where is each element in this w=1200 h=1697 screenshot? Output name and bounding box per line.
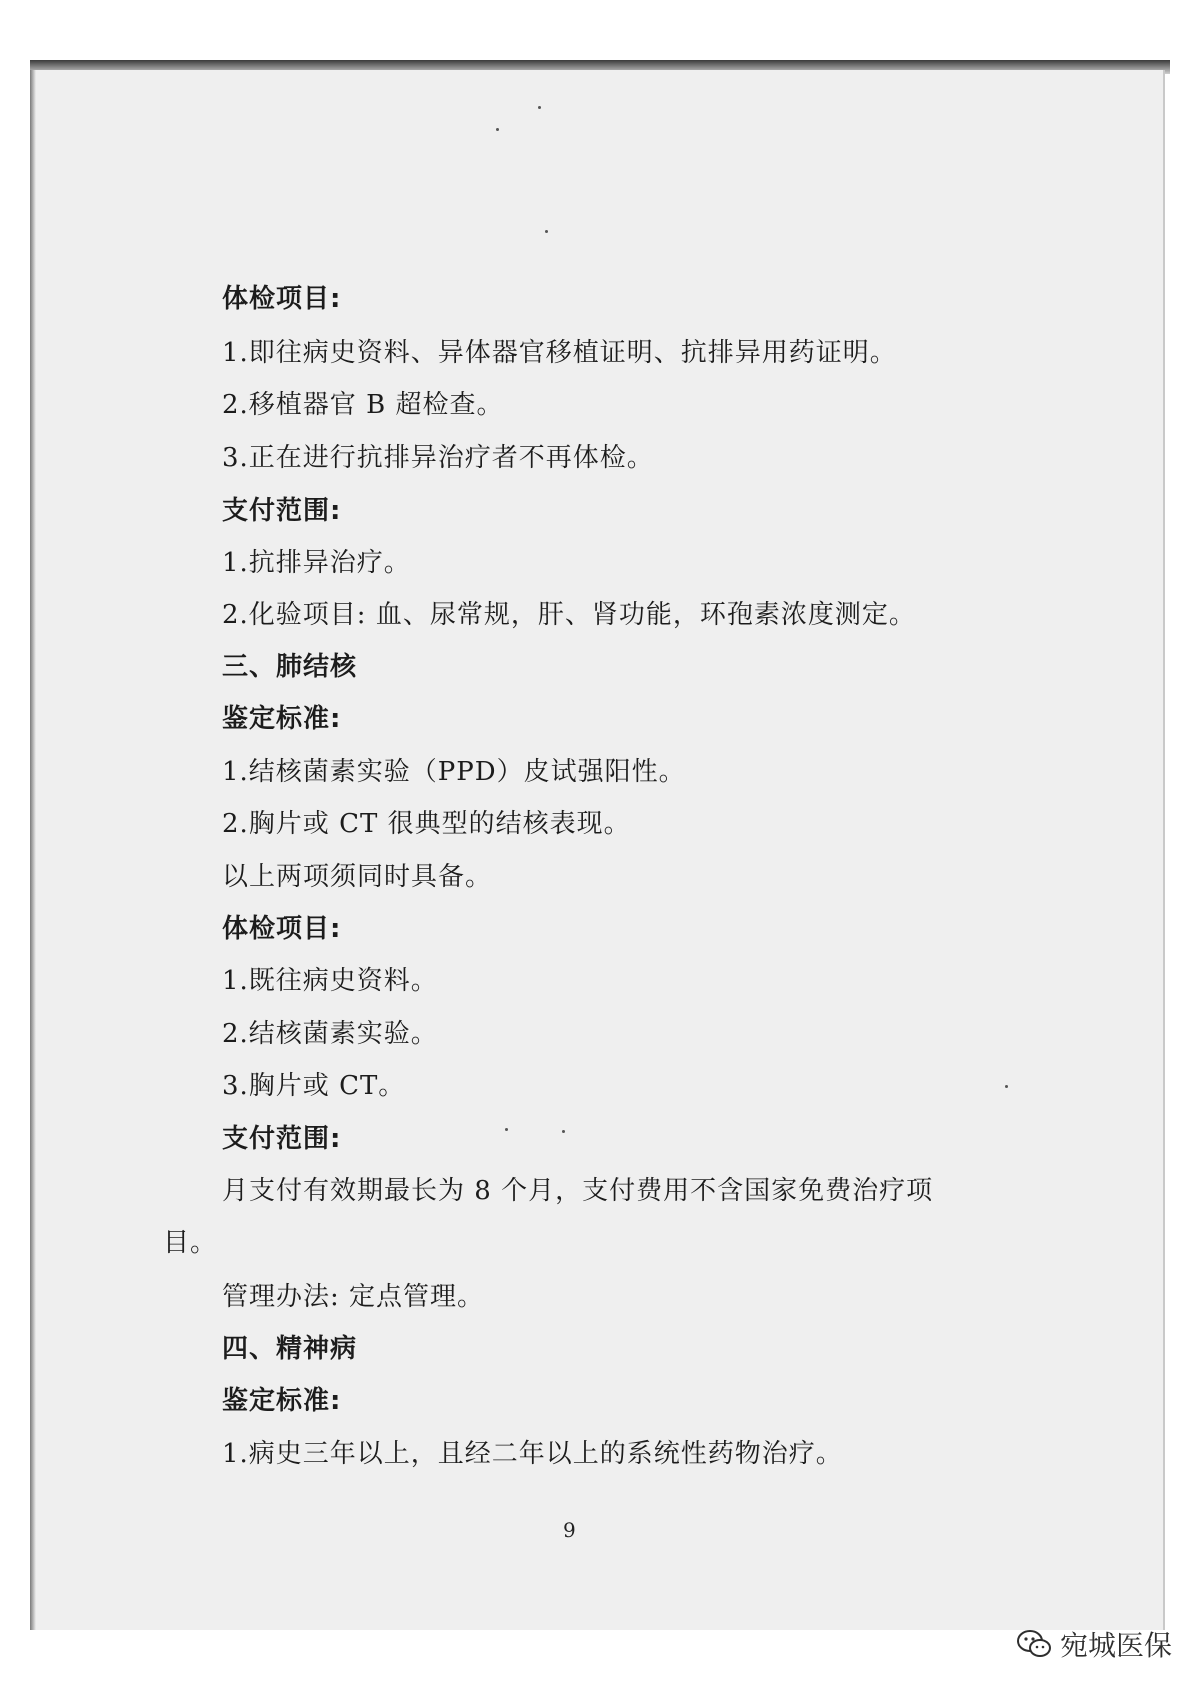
watermark-text: 宛城医保	[1059, 1629, 1172, 1662]
list-item: 3.胸片或 CT。	[222, 1071, 406, 1101]
page-number: 9	[563, 1518, 576, 1542]
section-label-criteria: 鉴定标准:	[222, 1386, 342, 1416]
list-item: 2.结核菌素实验。	[222, 1019, 438, 1049]
list-item: 2.胸片或 CT 很典型的结核表现。	[222, 809, 631, 839]
list-item: 2.化验项目: 血、尿常规，肝、肾功能，环孢素浓度测定。	[222, 600, 916, 630]
document-page	[30, 70, 1165, 1630]
list-item: 1.病史三年以上，且经二年以上的系统性药物治疗。	[222, 1439, 843, 1469]
wechat-official-account-icon	[1016, 1628, 1052, 1660]
scan-speck	[562, 1130, 565, 1133]
section-label-exam-items: 体检项目:	[222, 284, 342, 314]
scan-speck	[538, 106, 541, 109]
list-item: 1.既往病史资料。	[222, 966, 438, 996]
paragraph-continuation: 目。	[163, 1228, 218, 1258]
list-item: 1.抗排异治疗。	[222, 548, 411, 578]
section-heading-tuberculosis: 三、肺结核	[222, 652, 358, 682]
scan-speck	[1005, 1085, 1008, 1088]
list-item: 3.正在进行抗排异治疗者不再体检。	[222, 443, 654, 473]
list-item: 1.结核菌素实验（PPD）皮试强阳性。	[222, 757, 686, 787]
section-label-payment-scope: 支付范围:	[222, 1124, 342, 1154]
section-heading-mental-illness: 四、精神病	[222, 1334, 358, 1364]
section-label-criteria: 鉴定标准:	[222, 704, 342, 734]
section-label-exam-items: 体检项目:	[222, 914, 342, 944]
watermark	[1016, 1624, 1172, 1664]
section-label-payment-scope: 支付范围:	[222, 496, 342, 526]
list-item: 2.移植器官 B 超检查。	[222, 390, 504, 420]
list-item: 1.即往病史资料、异体器官移植证明、抗排异用药证明。	[222, 338, 897, 368]
paragraph: 以上两项须同时具备。	[222, 862, 493, 892]
scan-left-edge	[30, 70, 36, 1630]
paragraph: 管理办法: 定点管理。	[222, 1282, 485, 1312]
scan-speck	[496, 128, 499, 131]
scan-speck	[545, 230, 548, 233]
paragraph: 月支付有效期最长为 8 个月，支付费用不含国家免费治疗项	[222, 1176, 934, 1206]
scan-speck	[505, 1128, 508, 1131]
